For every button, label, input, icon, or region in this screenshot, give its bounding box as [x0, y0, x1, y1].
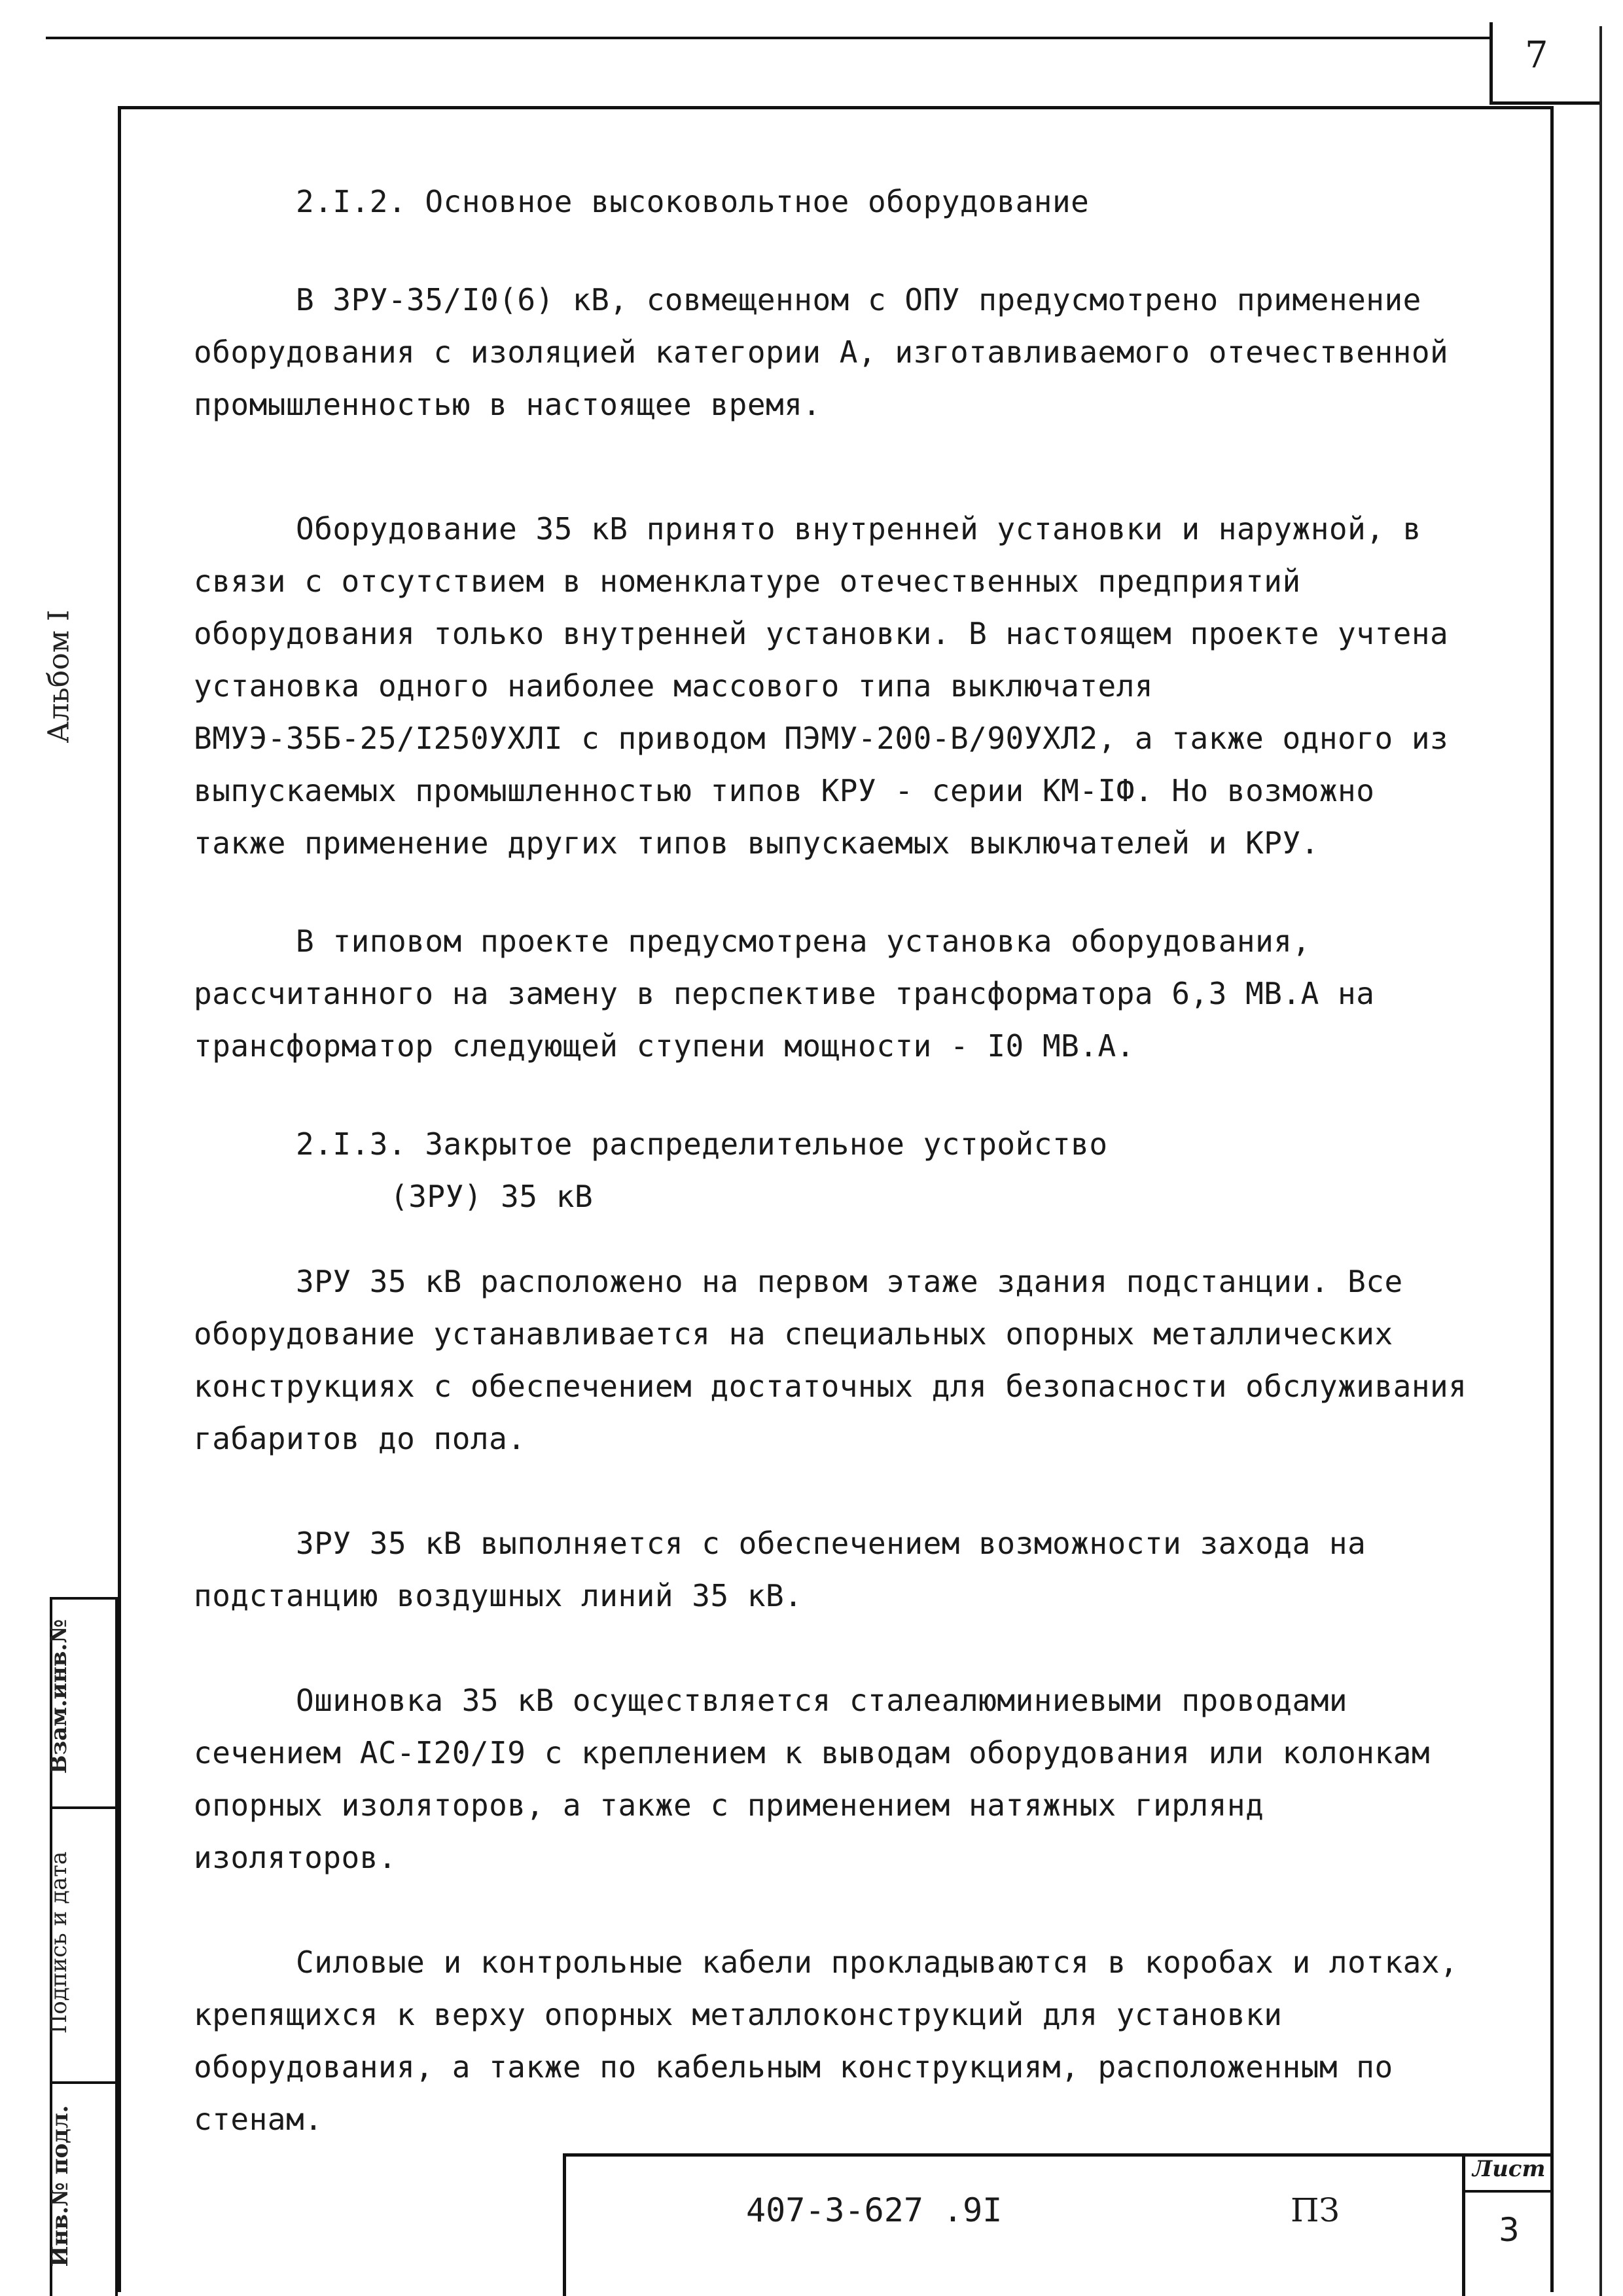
document-body [194, 175, 1470, 2191]
sheet-number: 3 [1499, 2211, 1520, 2249]
stamp-divider-vertical [115, 1597, 118, 2296]
section-2-1-3-heading [296, 1118, 1470, 1223]
top-rule [46, 37, 1492, 39]
section-2-1-3-paragraph-4: Силовые и контрольные кабели прокладываются в коробах и лотках, крепящихся к верху опорных металлоконструкций для установки оборудования, а также по кабельным конструкциям, расположенным по стенам. [194, 1945, 1459, 2137]
section-2-1-2-heading: 2.I.2. Основное высоковольтное оборудование [296, 184, 1090, 219]
stamp-cell-original-inv: Инв.№ подл. [47, 2105, 73, 2267]
section-2-1-3-paragraph-1: ЗРУ 35 кВ расположено на первом этаже здания подстанции. Все оборудование устанавливается на специальных опорных металлических конструкциях с обеспечением достаточных для безопасности обслуживания габаритов до пола. [194, 1264, 1467, 1456]
stamp-cell-replacement-inv: Взам.инв.№ [46, 1619, 72, 1774]
title-block-sheet-divider [1462, 2153, 1465, 2296]
album-label: Альбом I [42, 609, 76, 744]
section-2-1-2-paragraph-3: В типовом проекте предусмотрена установка оборудования, рассчитанного на замену в перспективе трансформатора 6,3 МВ.А на трансформатор следующей ступени мощности - I0 МВ.А. [194, 924, 1375, 1064]
stamp-cell-signature-date: Подпись и дата [46, 1851, 72, 2034]
section-2-1-2-paragraph-2: Оборудование 35 кВ принято внутренней установки и наружной, в связи с отсутствием в номенклатуре отечественных предприятий оборудования только внутренней установки. В настоящем проекте учтена установка одного наиболее массового типа выключателя ВМУЭ-35Б-25/I250УХЛI с приводом ПЭМУ-200-В/90УХЛ2, а также одного из выпускаемых промышленностью типов КРУ - серии КМ-IФ. Но возможно также применение других типов выпускаемых выключателей и КРУ. [194, 511, 1449, 861]
title-block-sheet-label-divider [1462, 2190, 1554, 2193]
title-block [563, 2153, 1554, 2296]
stamp-divider-1 [50, 1806, 118, 1809]
section-2-1-3-heading-line-2: (ЗРУ) 35 кВ [390, 1179, 594, 1214]
document-code: 407-3-627 .9I [746, 2191, 1003, 2229]
document-type: ПЗ [1291, 2191, 1340, 2229]
sheet-label: Лист [1472, 2156, 1546, 2182]
page-number-top: 7 [1525, 34, 1548, 77]
section-2-1-3-paragraph-2: ЗРУ 35 кВ выполняется с обеспечением возможности захода на подстанцию воздушных линий 35 кВ. [194, 1526, 1366, 1613]
frame-right-margin-line [1599, 26, 1602, 2296]
section-2-1-3-heading-line-1: 2.I.3. Закрытое распределительное устройство [296, 1126, 1108, 1162]
section-2-1-3-paragraph-3: Ошиновка 35 кВ осуществляется сталеалюминиевыми проводами сечением АС-I20/I9 с креплением к выводам оборудования или колонкам опорных изоляторов, а также с применением натяжных гирлянд изоляторов. [194, 1683, 1431, 1875]
section-2-1-2-paragraph-1: В ЗРУ-35/I0(6) кВ, совмещенном с ОПУ предусмотрено применение оборудования с изоляцией категории А, изготавливаемого отечественной промышленностью в настоящее время. [194, 282, 1449, 422]
stamp-divider-2 [50, 2081, 118, 2084]
